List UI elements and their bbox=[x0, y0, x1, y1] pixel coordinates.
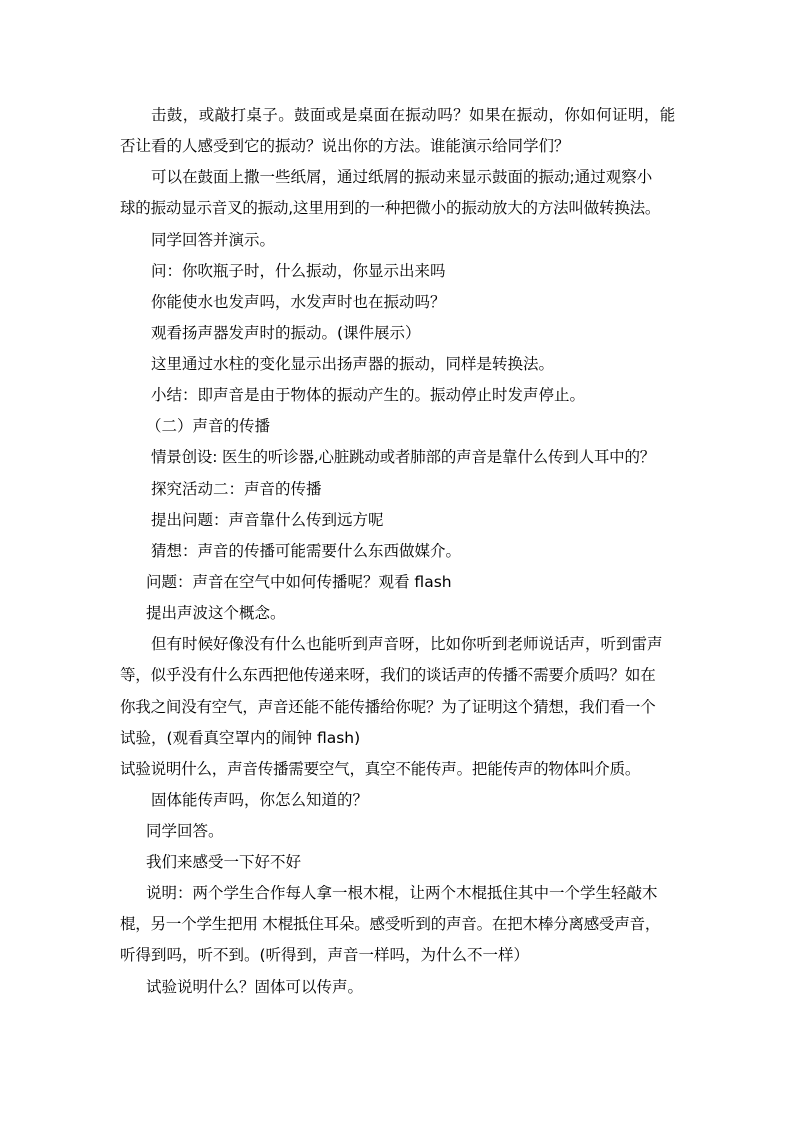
text-line: 这里通过水柱的变化显示出扬声器的振动，同样是转换法。 bbox=[151, 355, 555, 373]
text-line: 听得到吗，听不到。(听得到，声音一样吗，为什么不一样） bbox=[120, 946, 530, 964]
text-line: 可以在鼓面上撒一些纸屑，通过纸屑的振动来显示鼓面的振动;通过观察小 bbox=[151, 168, 653, 186]
text-line: 猜想：声音的传播可能需要什么东西做媒介。 bbox=[151, 542, 462, 560]
text-line: 否让看的人感受到它的振动？说出你的方法。谁能演示给同学们？ bbox=[120, 137, 570, 155]
text-line: 提出问题：声音靠什么传到远方呢 bbox=[151, 511, 384, 529]
text-line: 固体能传声吗，你怎么知道的？ bbox=[151, 791, 369, 809]
text-line: 球的振动显示音叉的振动,这里用到的一种把微小的振动放大的方法叫做转换法。 bbox=[120, 199, 661, 217]
text-line: 说明：两个学生合作每人拿一根木棍，让两个木棍抵住其中一个学生轻敲木 bbox=[146, 884, 658, 902]
text-line: 你能使水也发声吗，水发声时也在振动吗？ bbox=[151, 293, 446, 311]
text-line: 试验，(观看真空罩内的闹钟 flash) bbox=[120, 729, 361, 747]
text-line: 观看扬声器发声时的振动。(课件展示） bbox=[151, 324, 421, 342]
text-line: 问：你吹瓶子时，什么振动，你显示出来吗 bbox=[151, 262, 446, 280]
text-line: 情景创设: 医生的听诊器,心脏跳动或者肺部的声音是靠什么传到人耳中的？ bbox=[151, 448, 656, 466]
text-line: 同学回答并演示。 bbox=[151, 231, 276, 249]
text-line: 等，似乎没有什么东西把他传递来呀，我们的谈话声的传播不需要介质吗？如在 bbox=[120, 666, 656, 684]
text-line: 提出声波这个概念。 bbox=[146, 604, 286, 622]
text-line: 你我之间没有空气，声音还能不能传播给你呢？为了证明这个猜想，我们看一个 bbox=[120, 698, 656, 716]
text-line: 小结：即声音是由于物体的振动产生的。振动停止时发声停止。 bbox=[151, 386, 586, 404]
text-line: 击鼓，或敲打桌子。鼓面或是桌面在振动吗？如果在振动，你如何证明，能 bbox=[151, 106, 676, 124]
text-line: 试验说明什么？固体可以传声。 bbox=[146, 978, 364, 996]
text-line: 试验说明什么，声音传播需要空气，真空不能传声。把能传声的物体叫介质。 bbox=[120, 760, 641, 778]
text-line: 棍，另一个学生把用 木棍抵住耳朵。感受听到的声音。在把木棒分离感受声音， bbox=[120, 915, 661, 933]
text-line: 但有时候好像没有什么也能听到声音呀，比如你听到老师说话声，听到雷声 bbox=[151, 635, 663, 653]
section-heading: （二）声音的传播 bbox=[146, 417, 271, 435]
text-line: 探究活动二：声音的传播 bbox=[151, 480, 322, 498]
text-line: 同学回答。 bbox=[146, 822, 224, 840]
text-line: 问题：声音在空气中如何传播呢？观看 flash bbox=[146, 573, 452, 591]
text-line: 我们来感受一下好不好 bbox=[146, 853, 302, 871]
